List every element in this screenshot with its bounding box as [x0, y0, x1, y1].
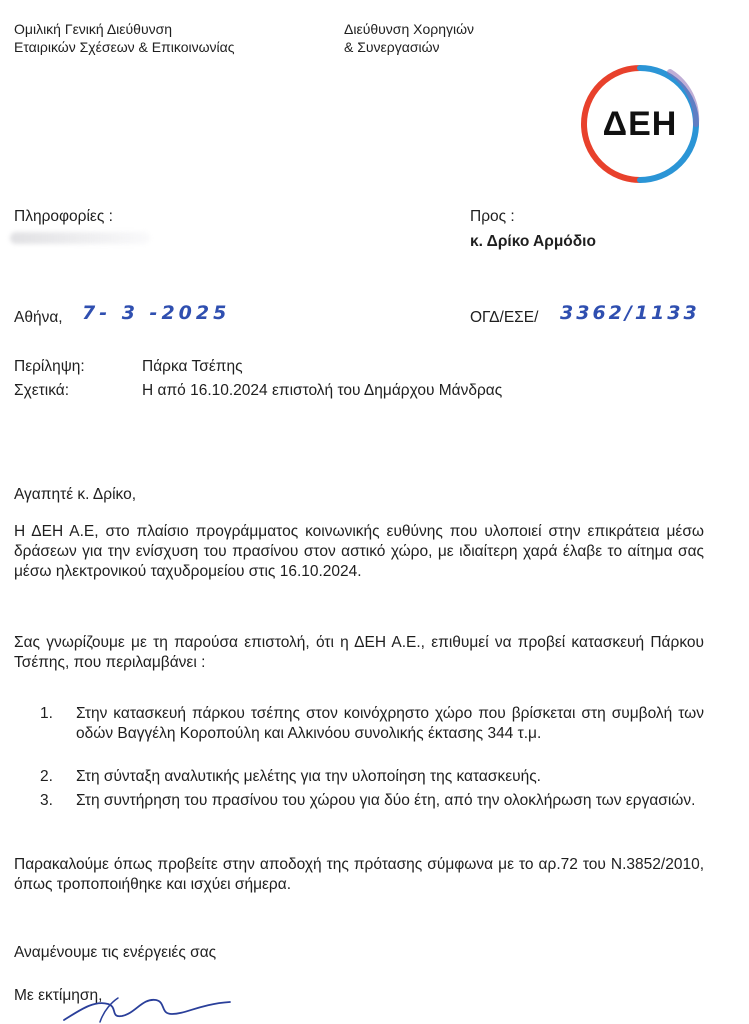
dei-logo [578, 62, 702, 186]
sender-line-2: Εταιρικών Σχέσεων & Επικοινωνίας [14, 39, 235, 55]
ref-label: ΟΓΔ/ΕΣΕ/ [470, 309, 539, 326]
list-number-2: 2. [40, 768, 53, 785]
department-line-1: Διεύθυνση Χορηγιών [344, 21, 475, 37]
list-number-3: 3. [40, 792, 53, 809]
summary-label: Περίληψη: [14, 358, 85, 375]
signature-icon [60, 990, 240, 1024]
logo-text: ΔΕΗ [602, 104, 678, 143]
list-item-1: Στην κατασκευή πάρκου τσέπης στον κοινόχρηστο χώρο που βρίσκεται στη συμβολή των οδών Βαγγέλη Κοροπούλη και Αλκινόου συνολικής έκτασης 344 τ.μ. [76, 705, 704, 742]
redacted-info [10, 232, 150, 244]
paragraph-1: Η ΔΕΗ Α.Ε, στο πλαίσιο προγράμματος κοινωνικής ευθύνης που υλοποιεί στην επικράτεια μέσω δράσεων για την ενίσχυση του πρασίνου στον αστικό χώρο, με ιδιαίτερη χαρά έλαβε το αίτημα σας μέσω ηλεκτρονικού ταχυδρομείου στις 16.10.2024. [14, 523, 704, 580]
paragraph-2: Σας γνωρίζουμε με τη παρούσα επιστολή, ότι η ΔΕΗ Α.Ε., επιθυμεί να προβεί κατασκευή Πάρκου Τσέπης, που περιλαμβάνει : [14, 634, 704, 671]
recipient-name: κ. Δρίκο Αρμόδιο [470, 233, 596, 250]
paragraph-3: Παρακαλούμε όπως προβείτε στην αποδοχή της πρότασης σύμφωνα με το αρ.72 του Ν.3852/2010, όπως τροποποιήθηκε και ισχύει σήμερα. [14, 856, 704, 893]
sender-line-1: Ομιλική Γενική Διεύθυνση [14, 21, 173, 37]
recipient-label: Προς : [470, 208, 515, 225]
info-label: Πληροφορίες : [14, 208, 113, 225]
summary-value: Πάρκα Τσέπης [142, 358, 243, 375]
list-number-1: 1. [40, 705, 53, 722]
salutation: Αγαπητέ κ. Δρίκο, [14, 486, 137, 503]
handwritten-date: 7- 3 -2025 [82, 302, 231, 324]
closing-line-1: Αναμένουμε τις ενέργειές σας [14, 944, 217, 961]
handwritten-ref-number: 3362/1133 [560, 302, 700, 324]
sender-division [14, 20, 235, 56]
closing-line-2: Με εκτίμηση, [14, 987, 103, 1004]
related-label: Σχετικά: [14, 382, 70, 399]
sender-department [344, 20, 474, 56]
department-line-2: & Συνεργασιών [344, 39, 440, 55]
list-item-2: Στη σύνταξη αναλυτικής μελέτης για την υλοποίηση της κατασκευής. [76, 768, 541, 785]
list-item-3: Στη συντήρηση του πρασίνου του χώρου για δύο έτη, από την ολοκλήρωση των εργασιών. [76, 792, 696, 809]
related-value: Η από 16.10.2024 επιστολή του Δημάρχου Μάνδρας [142, 382, 503, 399]
place-label: Αθήνα, [14, 309, 63, 326]
